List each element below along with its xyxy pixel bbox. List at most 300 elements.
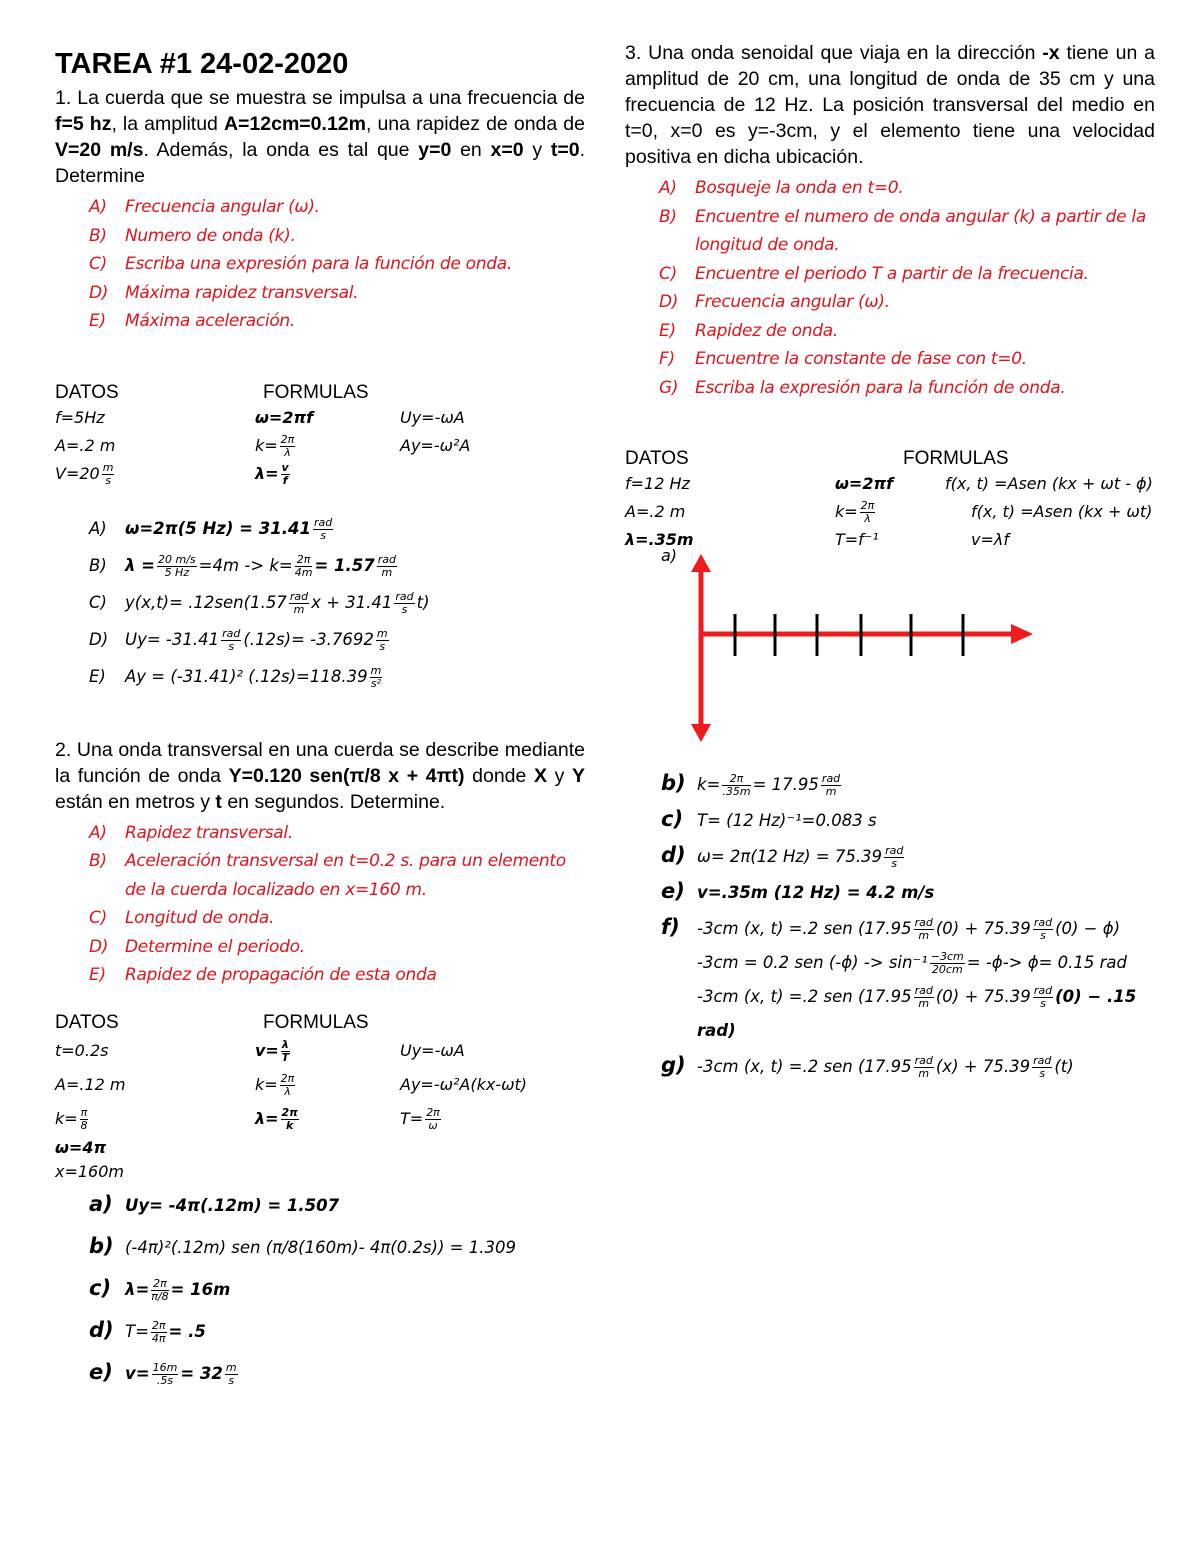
datos-heading: DATOS bbox=[55, 1011, 119, 1033]
formula: Ay=-ω²A bbox=[400, 435, 471, 455]
formula: T=f⁻¹ bbox=[835, 530, 879, 549]
item-letter: A) bbox=[89, 822, 107, 843]
fraction bbox=[914, 985, 934, 1010]
answer-text: (x) + 75.39 bbox=[935, 1057, 1031, 1076]
fraction bbox=[377, 554, 397, 579]
p1-A: A=12cm=0.12m bbox=[223, 113, 366, 135]
item-text: Rapidez de propagación de esta onda bbox=[125, 965, 437, 985]
fraction bbox=[289, 591, 309, 616]
answer-label: b) bbox=[661, 771, 686, 795]
denominator: λ bbox=[284, 1084, 291, 1098]
right-column bbox=[625, 40, 1155, 1084]
p2-text: están en metros y bbox=[55, 790, 216, 813]
answer-text: v=.35m (12 Hz) = 4.2 m/s bbox=[697, 883, 935, 902]
formula bbox=[255, 1102, 400, 1136]
answer-g bbox=[661, 1048, 1155, 1084]
numerator: m bbox=[370, 663, 382, 677]
list-item bbox=[659, 260, 1155, 289]
p3-answers bbox=[625, 766, 1155, 1084]
numerator: −3cm bbox=[930, 950, 964, 963]
answer-label: B) bbox=[89, 555, 107, 575]
denominator: 4π bbox=[151, 1331, 166, 1345]
answer-text: k= bbox=[697, 775, 721, 794]
numerator: 2π bbox=[722, 773, 750, 786]
p3-direction: -x bbox=[1042, 42, 1060, 64]
p2-text: en segundos. Determine. bbox=[221, 790, 446, 813]
datum: A=.12 m bbox=[55, 1074, 126, 1094]
denominator: m bbox=[918, 929, 930, 942]
formula: f(x, t) =Asen (kx + ωt) bbox=[971, 502, 1153, 521]
formula: v=λf bbox=[971, 530, 1009, 549]
fraction bbox=[281, 1039, 290, 1064]
list-item bbox=[659, 374, 1155, 403]
item-text: Encuentre el numero de onda angular (k) a partir de la longitud de onda. bbox=[695, 206, 1146, 255]
datum bbox=[55, 1102, 255, 1136]
item-letter: A) bbox=[659, 178, 677, 198]
answer-b bbox=[89, 547, 585, 584]
item-letter: A) bbox=[89, 197, 107, 217]
p2-text: 2. Una onda transversal en una cuerda se describe mediante la función de onda bbox=[55, 738, 585, 787]
numerator: 2π bbox=[151, 1318, 166, 1332]
answer-text: ω= 2π(12 Hz) = 75.39 bbox=[697, 847, 883, 866]
datum: λ=.35m bbox=[625, 530, 694, 549]
item-letter: F) bbox=[659, 349, 675, 369]
answer-text: λ= bbox=[125, 1279, 150, 1299]
fraction bbox=[930, 951, 965, 976]
fraction bbox=[281, 1107, 299, 1132]
arrow-up-icon bbox=[691, 554, 711, 572]
item-letter: C) bbox=[659, 263, 677, 284]
denominator: .5s bbox=[156, 1373, 174, 1387]
numerator: rad bbox=[1033, 916, 1053, 929]
fraction bbox=[884, 845, 904, 870]
list-item bbox=[89, 847, 585, 904]
p1-headers bbox=[55, 382, 585, 404]
denominator: s bbox=[228, 1373, 235, 1387]
denominator: s² bbox=[370, 676, 381, 690]
answer-label: g) bbox=[661, 1053, 686, 1077]
p2-answers bbox=[55, 1184, 585, 1394]
numerator: 2π bbox=[426, 1105, 440, 1119]
numerator: 2π bbox=[280, 1071, 295, 1085]
formula: ω=2πf bbox=[835, 474, 894, 493]
answer-label: c) bbox=[661, 807, 684, 831]
wave-sketch bbox=[625, 546, 1155, 764]
answer-e bbox=[89, 658, 585, 695]
formula-text: T= bbox=[400, 1108, 424, 1128]
fraction bbox=[425, 1107, 441, 1132]
numerator: 2π bbox=[281, 1105, 298, 1119]
p3-text: tiene un a amplitud de 20 cm, una longitud de onda de 35 cm y una frecuencia de 12 Hz. La posición transversal del medio en t=0, x=0 es y=-3cm, y el elemento tiene una velocidad positiva en dicha ubicación. bbox=[625, 42, 1156, 168]
list-item bbox=[89, 250, 585, 279]
item-text: Bosqueje la onda en t=0. bbox=[695, 178, 904, 198]
numerator: rad bbox=[1033, 984, 1053, 997]
denominator: π/8 bbox=[151, 1289, 169, 1303]
fraction bbox=[394, 591, 414, 616]
datum: f=12 Hz bbox=[625, 474, 690, 493]
answer-text: rad) bbox=[697, 1021, 736, 1040]
item-text: Encuentre la constante de fase con t=0. bbox=[695, 349, 1027, 369]
formula bbox=[255, 460, 400, 488]
answer-text: Uy= -31.41 bbox=[125, 629, 220, 649]
item-text: Frecuencia angular (ω). bbox=[695, 292, 890, 312]
formula bbox=[255, 1034, 400, 1068]
denominator: 5 Hz bbox=[164, 565, 190, 579]
list-item bbox=[89, 933, 585, 962]
denominator: s bbox=[379, 639, 386, 653]
answer-text: y(x,t)= .12sen(1.57 bbox=[125, 592, 287, 612]
fraction bbox=[157, 554, 197, 579]
fraction bbox=[151, 1320, 167, 1345]
denominator: m bbox=[825, 785, 837, 798]
list-item bbox=[89, 193, 585, 222]
denominator: ω bbox=[428, 1118, 438, 1132]
denominator: s bbox=[401, 602, 408, 616]
item-text: Determine el periodo. bbox=[125, 936, 305, 957]
formula: Ay=-ω²A(kx-ωt) bbox=[400, 1074, 528, 1094]
answer-d bbox=[89, 621, 585, 658]
answer-label: C) bbox=[89, 592, 107, 612]
answer-text: = 17.95 bbox=[752, 775, 819, 794]
p1-x0: x=0 bbox=[490, 139, 524, 161]
answer-text: = 32 bbox=[180, 1363, 223, 1383]
item-letter: B) bbox=[89, 225, 107, 246]
formula-text: λ= bbox=[255, 1108, 279, 1128]
p1-text: 1. La cuerda que se muestra se impulsa a una frecuencia de bbox=[55, 87, 585, 109]
denominator: s bbox=[228, 639, 235, 653]
numerator: π bbox=[80, 1105, 88, 1119]
numerator: λ bbox=[281, 1037, 289, 1051]
p1-V: V=20 m/s bbox=[55, 139, 144, 161]
item-letter: C) bbox=[89, 908, 107, 928]
list-item bbox=[659, 317, 1155, 346]
fraction bbox=[152, 1362, 179, 1387]
p2-text: y bbox=[547, 764, 572, 787]
fraction bbox=[225, 1362, 238, 1387]
answer-label: A) bbox=[89, 518, 107, 538]
sketch-label: a) bbox=[661, 546, 678, 565]
answer-text: λ = bbox=[125, 555, 156, 575]
arrow-down-icon bbox=[691, 724, 711, 742]
fraction bbox=[80, 1107, 89, 1132]
axes-sketch bbox=[665, 554, 1085, 754]
answer-text: T= bbox=[125, 1321, 149, 1341]
list-item bbox=[89, 904, 585, 933]
formula bbox=[255, 1068, 400, 1102]
item-text: Escriba una expresión para la función de onda. bbox=[125, 254, 512, 274]
p1-f: f=5 hz bbox=[55, 113, 112, 135]
list-item bbox=[89, 307, 585, 336]
left-column bbox=[55, 40, 585, 1394]
formula bbox=[835, 498, 945, 526]
fraction bbox=[821, 773, 841, 798]
item-text: Aceleración transversal en t=0.2 s. para un elemento de la cuerda localizado en x=160 m. bbox=[125, 851, 566, 900]
p2-data-extra bbox=[55, 1136, 585, 1184]
answer-label: e) bbox=[661, 879, 685, 903]
p2-headers bbox=[55, 1012, 585, 1034]
answer-text: Uy= -4π(.12m) = 1.507 bbox=[125, 1195, 340, 1215]
numerator: rad bbox=[885, 844, 904, 857]
numerator: rad bbox=[395, 589, 414, 603]
item-text: Máxima rapidez transversal. bbox=[125, 282, 359, 303]
answer-text: =4m -> k= bbox=[198, 555, 293, 575]
answer-text: x + 31.41 bbox=[311, 592, 393, 612]
formula bbox=[255, 432, 400, 460]
answer-text: -3cm (x, t) =.2 sen (17.95 bbox=[697, 1057, 912, 1076]
answer-label: d) bbox=[661, 843, 686, 867]
fraction bbox=[102, 462, 115, 487]
numerator: m bbox=[225, 1360, 237, 1374]
answer-text: t) bbox=[416, 592, 430, 612]
list-item bbox=[659, 174, 1155, 203]
denominator: 8 bbox=[80, 1118, 88, 1132]
fraction bbox=[151, 1278, 168, 1303]
problem-3-statement bbox=[625, 40, 1155, 170]
p2-x: X bbox=[533, 764, 547, 787]
p3-text: 3. Una onda senoidal que viaja en la dirección bbox=[625, 42, 1043, 64]
arrow-right-icon bbox=[1011, 624, 1033, 644]
numerator: rad bbox=[914, 984, 933, 997]
datum: f=5Hz bbox=[55, 407, 105, 427]
answer-label: c) bbox=[89, 1275, 112, 1300]
item-text: Escriba la expresión para la función de onda. bbox=[695, 377, 1066, 398]
item-text: Numero de onda (k). bbox=[125, 225, 296, 246]
item-text: Máxima aceleración. bbox=[125, 311, 296, 331]
list-item bbox=[89, 222, 585, 251]
answer-b bbox=[89, 1226, 585, 1268]
answer-text: = 1.57 bbox=[314, 555, 375, 575]
datos-heading: DATOS bbox=[55, 381, 119, 403]
formula bbox=[400, 1102, 580, 1136]
formula: Uy=-ωA bbox=[400, 407, 465, 427]
fraction bbox=[280, 434, 296, 459]
answer-text: -3cm = 0.2 sen (-ϕ) -> sin⁻¹ bbox=[697, 953, 928, 972]
item-letter: C) bbox=[89, 254, 107, 274]
denominator: s bbox=[320, 528, 326, 542]
numerator: 20 m/s bbox=[158, 552, 196, 566]
item-letter: B) bbox=[89, 851, 107, 871]
datos-heading: DATOS bbox=[625, 448, 689, 469]
p1-answers bbox=[55, 510, 585, 695]
item-letter: D) bbox=[659, 292, 679, 312]
answer-label: d) bbox=[89, 1317, 114, 1342]
item-text: Rapidez transversal. bbox=[125, 822, 293, 843]
p1-text: , una rapidez de onda de bbox=[365, 113, 585, 135]
numerator: m bbox=[102, 460, 114, 474]
formula-text: λ= bbox=[255, 463, 279, 483]
list-item bbox=[89, 819, 585, 848]
numerator: 2π bbox=[153, 1276, 167, 1290]
item-letter: E) bbox=[89, 311, 106, 331]
numerator: rad bbox=[821, 772, 841, 785]
datum: ω=4π bbox=[55, 1137, 107, 1157]
p1-text: , la amplitud bbox=[111, 113, 224, 135]
formula-text: k= bbox=[835, 502, 858, 521]
p1-t0: t=0 bbox=[550, 139, 580, 161]
answer-text: -3cm (x, t) =.2 sen (17.95 bbox=[697, 919, 912, 938]
list-item bbox=[659, 345, 1155, 374]
item-letter: G) bbox=[659, 377, 679, 398]
formula-text: k= bbox=[255, 1074, 278, 1094]
denominator: s bbox=[1040, 929, 1046, 942]
fraction bbox=[860, 500, 876, 525]
answer-e bbox=[89, 1352, 585, 1394]
numerator: 2π bbox=[295, 554, 313, 567]
numerator: rad bbox=[289, 589, 309, 603]
answer-c bbox=[89, 584, 585, 621]
problem-1-statement bbox=[55, 85, 585, 189]
answer-text: (0) − ϕ) bbox=[1055, 919, 1121, 938]
answer-label: D) bbox=[89, 629, 109, 649]
item-letter: E) bbox=[89, 965, 106, 985]
fraction bbox=[1032, 1055, 1052, 1080]
answer-text: Ay = (-31.41)² (.12s)=118.39 bbox=[125, 666, 368, 686]
denominator: s bbox=[1040, 997, 1046, 1010]
denominator: f bbox=[282, 473, 288, 487]
answer-f-line2 bbox=[661, 946, 1155, 980]
p3-data-grid bbox=[625, 470, 1155, 554]
answer-c bbox=[89, 1268, 585, 1310]
datum bbox=[55, 460, 255, 488]
answer-text: (t) bbox=[1054, 1057, 1074, 1076]
problem-1-questions bbox=[55, 193, 585, 336]
denominator: 20cm bbox=[931, 963, 963, 976]
answer-text: (-4π)²(.12m) sen (π/8(160m)- 4π(0.2s)) = 1.309 bbox=[125, 1237, 516, 1257]
fraction bbox=[281, 462, 290, 487]
numerator: m bbox=[376, 626, 388, 640]
answer-d bbox=[661, 838, 1155, 874]
denominator: s bbox=[105, 473, 111, 487]
formula: ω=2πf bbox=[255, 407, 314, 427]
datum-text: V=20 bbox=[55, 463, 100, 483]
item-text: Longitud de onda. bbox=[125, 908, 275, 928]
answer-label: e) bbox=[89, 1359, 113, 1384]
item-letter: B) bbox=[659, 206, 677, 227]
numerator: rad bbox=[222, 626, 241, 640]
answer-text: = 16m bbox=[170, 1279, 231, 1299]
answer-text: T= (12 Hz)⁻¹=0.083 s bbox=[697, 811, 877, 830]
list-item bbox=[659, 203, 1155, 260]
numerator: 2π bbox=[860, 499, 875, 512]
answer-label: b) bbox=[89, 1233, 114, 1258]
item-text: Encuentre el periodo T a partir de la frecuencia. bbox=[695, 263, 1089, 284]
denominator: λ bbox=[284, 445, 291, 459]
list-item bbox=[89, 279, 585, 308]
list-item bbox=[89, 961, 585, 990]
fraction bbox=[295, 554, 313, 579]
denominator: λ bbox=[864, 512, 871, 525]
answer-label: E) bbox=[89, 666, 106, 686]
fraction bbox=[914, 1055, 934, 1080]
formula: Uy=-ωA bbox=[400, 1040, 465, 1060]
datum: t=0.2s bbox=[55, 1040, 109, 1060]
p1-data-grid bbox=[55, 404, 585, 488]
answer-a bbox=[89, 1184, 585, 1226]
p1-text: y bbox=[523, 139, 551, 161]
datum: A=.2 m bbox=[625, 502, 686, 521]
numerator: 16m bbox=[152, 1360, 178, 1374]
answer-f-line3 bbox=[661, 980, 1155, 1014]
numerator: rad bbox=[914, 1054, 933, 1067]
item-letter: E) bbox=[659, 320, 676, 341]
p1-y0: y=0 bbox=[418, 139, 452, 161]
numerator: rad bbox=[313, 515, 333, 529]
item-text: Rapidez de onda. bbox=[695, 320, 838, 341]
answer-a bbox=[89, 510, 585, 547]
answer-text: v= bbox=[125, 1363, 150, 1383]
answer-d bbox=[89, 1310, 585, 1352]
formula-text: k= bbox=[255, 435, 278, 455]
problem-2-questions bbox=[55, 819, 585, 990]
fraction bbox=[914, 917, 934, 942]
denominator: m bbox=[381, 565, 393, 579]
p1-text: en bbox=[451, 139, 491, 161]
answer-b bbox=[661, 766, 1155, 802]
fraction bbox=[1033, 985, 1053, 1010]
p3-headers bbox=[625, 448, 1155, 470]
problem-3-questions bbox=[625, 174, 1155, 402]
p2-t: t bbox=[215, 790, 222, 813]
answer-f bbox=[661, 910, 1155, 946]
denominator: 4m bbox=[294, 565, 313, 579]
p2-wave-function: Y=0.120 sen(π/8 x + 4πt) bbox=[228, 764, 465, 787]
page-title: TAREA #1 24-02-2020 bbox=[55, 48, 349, 80]
fraction bbox=[313, 517, 333, 542]
answer-label: a) bbox=[89, 1191, 113, 1216]
p1-text: . Además, la onda es tal que bbox=[143, 139, 419, 161]
formulas-heading: FORMULAS bbox=[263, 1011, 369, 1033]
problem-2-statement bbox=[55, 737, 585, 815]
item-letter: D) bbox=[89, 936, 109, 957]
datum: x=160m bbox=[55, 1161, 124, 1181]
denominator: m bbox=[918, 997, 930, 1010]
answer-text: (0) + 75.39 bbox=[935, 919, 1031, 938]
fraction bbox=[221, 628, 241, 653]
answer-text: (0) − .15 bbox=[1055, 987, 1137, 1006]
formula: f(x, t) =Asen (kx + ωt - ϕ) bbox=[945, 474, 1153, 493]
denominator: s bbox=[891, 857, 898, 870]
formulas-heading: FORMULAS bbox=[903, 448, 1009, 469]
item-letter: D) bbox=[89, 282, 109, 303]
datum: A=.2 m bbox=[55, 435, 116, 455]
answer-e bbox=[661, 874, 1155, 910]
answer-label: f) bbox=[661, 915, 680, 939]
p1-text: . Determine bbox=[55, 139, 585, 187]
denominator: .35m bbox=[722, 785, 751, 798]
answer-text: (0) + 75.39 bbox=[935, 987, 1031, 1006]
denominator: m bbox=[918, 1067, 930, 1080]
fraction bbox=[280, 1073, 296, 1098]
answer-text: = .5 bbox=[168, 1321, 206, 1341]
p2-data-grid bbox=[55, 1034, 585, 1136]
denominator: s bbox=[1039, 1067, 1046, 1080]
answer-c bbox=[661, 802, 1155, 838]
answer-text: = -ϕ-> ϕ= 0.15 rad bbox=[966, 953, 1128, 972]
numerator: rad bbox=[1033, 1054, 1052, 1067]
formulas-heading: FORMULAS bbox=[263, 381, 369, 403]
item-text: Frecuencia angular (ω). bbox=[125, 197, 320, 217]
numerator: rad bbox=[377, 552, 396, 566]
numerator: 2π bbox=[280, 432, 295, 446]
fraction bbox=[722, 773, 750, 798]
answer-text: (.12s)= -3.7692 bbox=[243, 629, 374, 649]
p2-text: donde bbox=[464, 764, 534, 787]
numerator: v bbox=[281, 460, 289, 474]
fraction bbox=[376, 628, 389, 653]
answer-text: -3cm (x, t) =.2 sen (17.95 bbox=[697, 987, 912, 1006]
fraction bbox=[370, 665, 383, 690]
fraction bbox=[1033, 917, 1053, 942]
